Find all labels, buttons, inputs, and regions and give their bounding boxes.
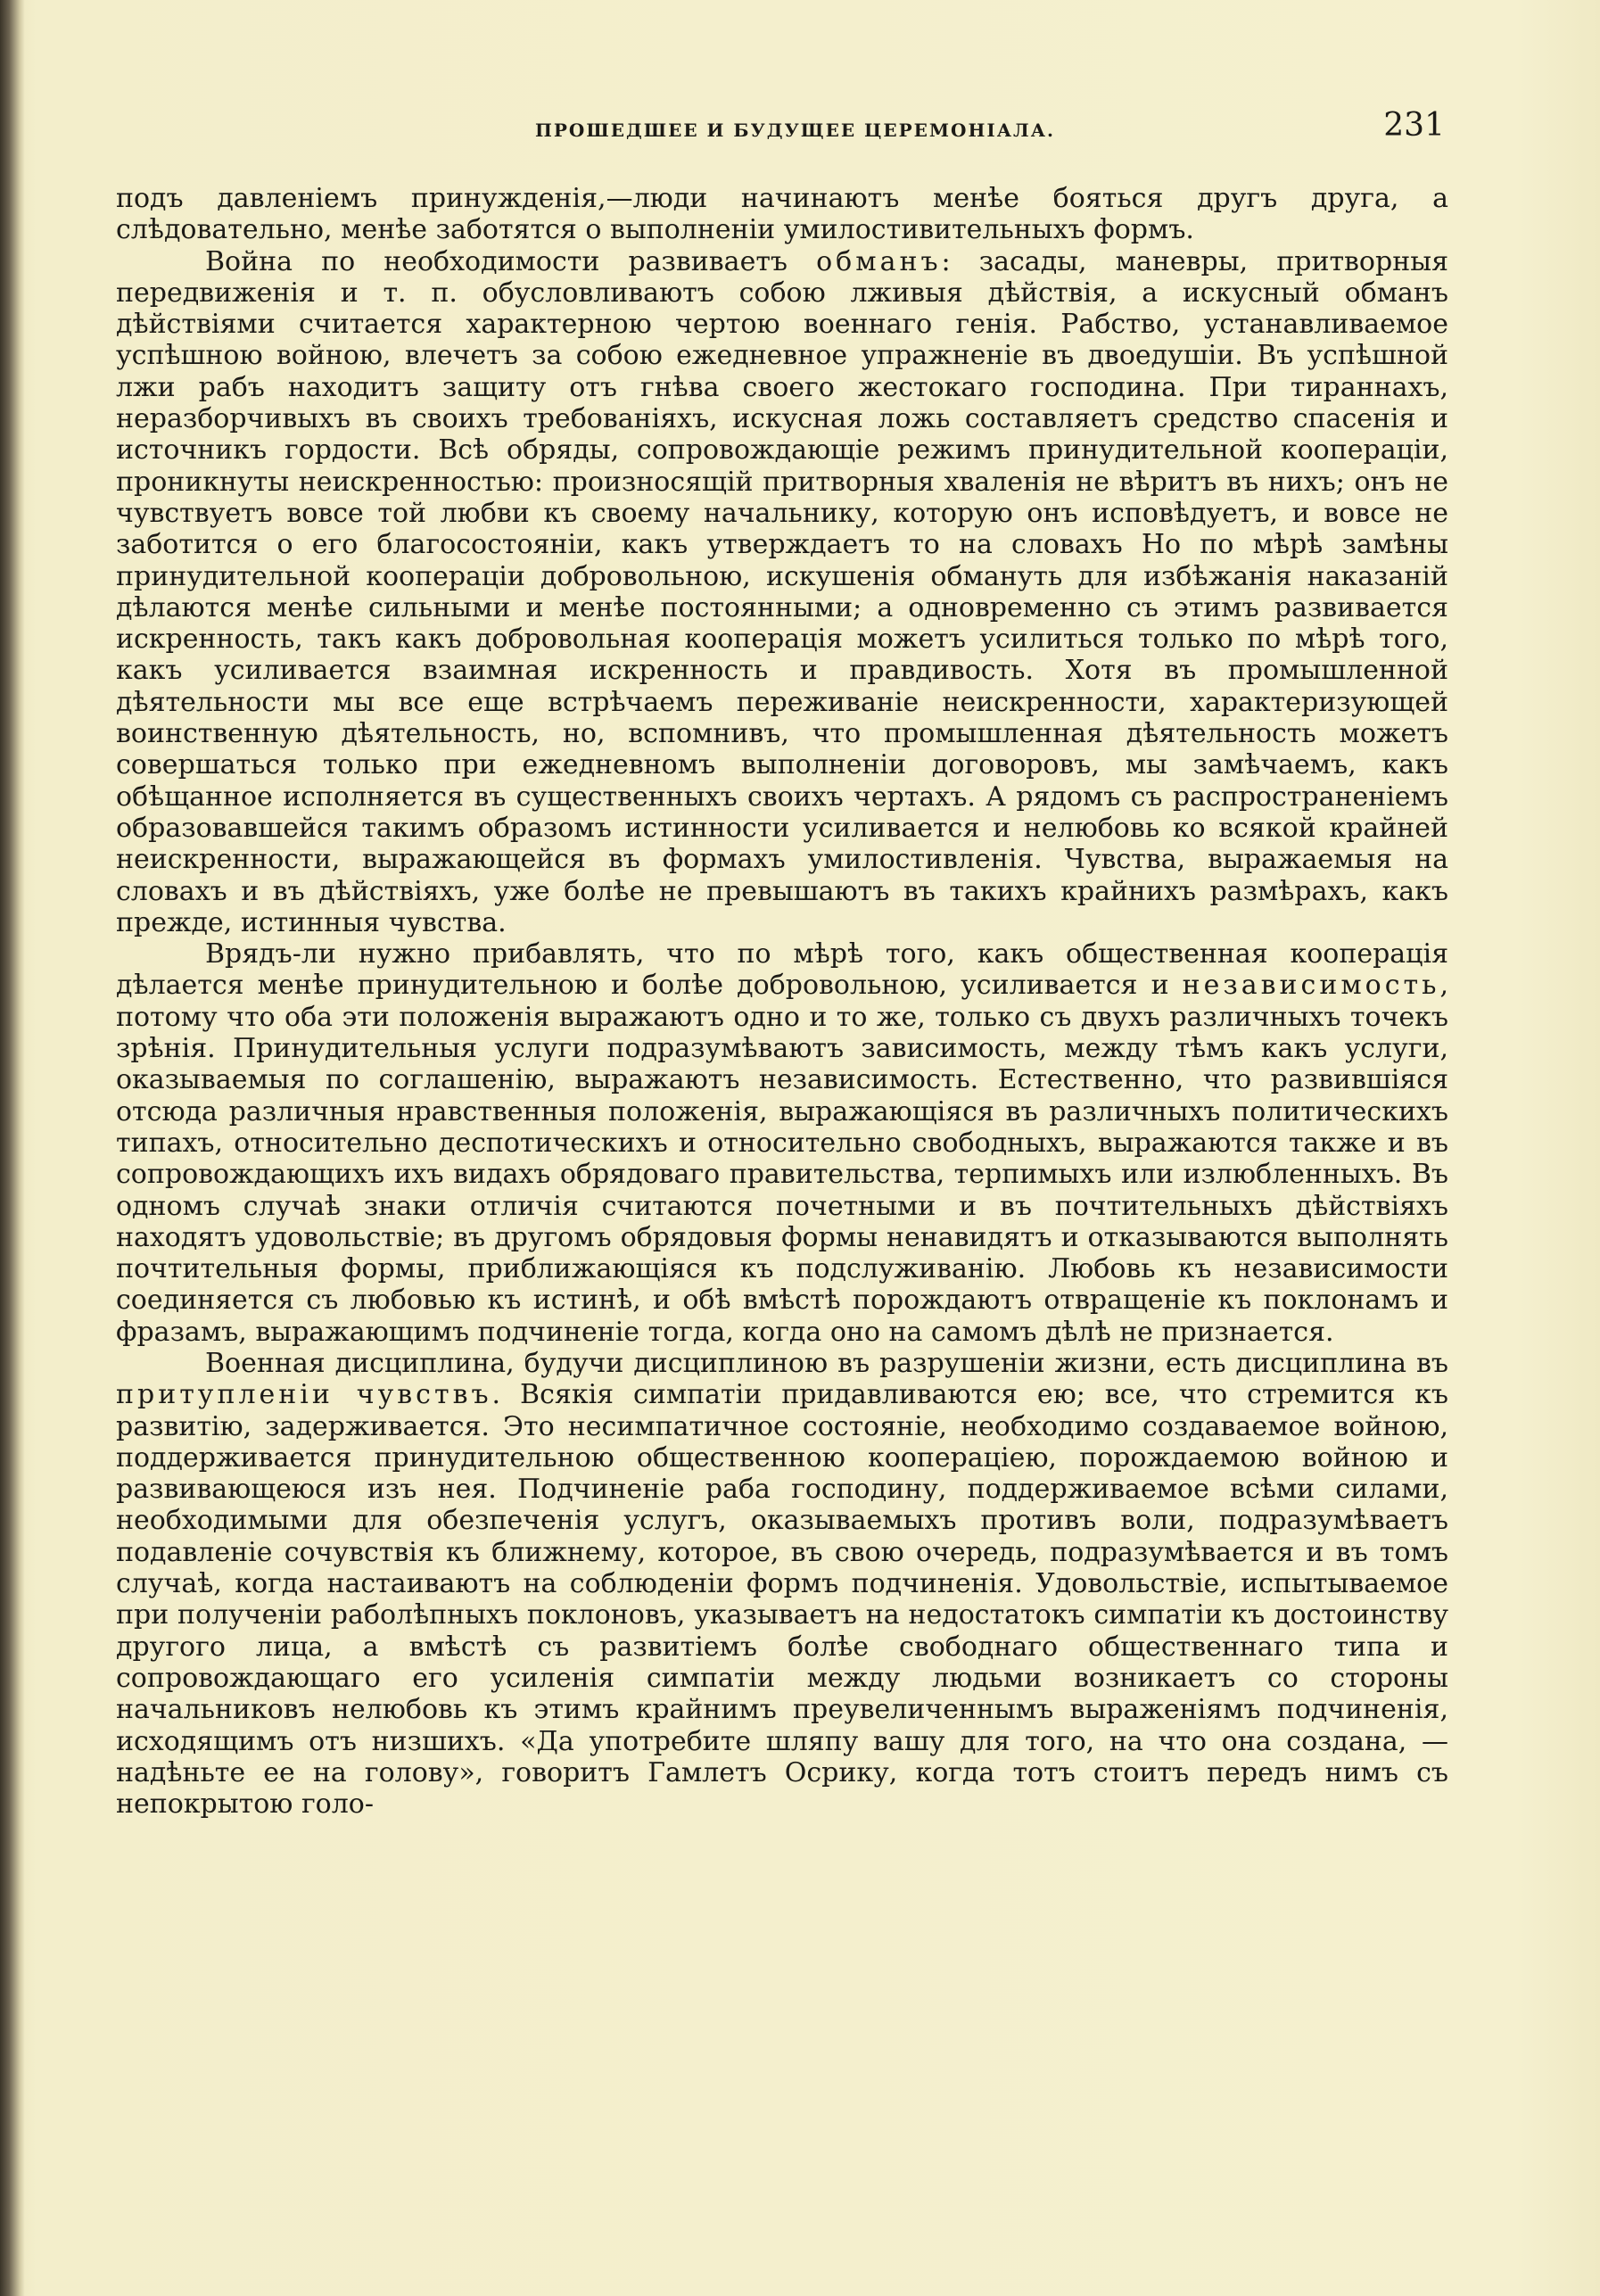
spaced-emphasis: независимость <box>1182 970 1440 1002</box>
paragraph-1 <box>116 183 1448 246</box>
paragraph-text: , потому что оба эти положенія выражаютъ одно и то же, только съ двухъ различныхъ точекъ зрѣнія. Принудительныя услуги подразумѣваютъ зависимость, между тѣмъ какъ услуги, оказываемыя по соглашенію, выражаютъ независимость. Естественно, что развившіяся отсюда различныя нравственныя положенія, выражающіяся въ различныхъ политическихъ типахъ, относительно деспотическихъ и относительно свободныхъ, выражаются также и въ сопровождающихъ ихъ видахъ обрядоваго правительства, терпимыхъ или излюбленныхъ. Въ одномъ случаѣ знаки отличія считаются почетными и въ почтительныхъ дѣйствіяхъ находятъ удовольствіе; въ другомъ обрядовыя формы ненавидятъ и отказываются выполнять почтительныя формы, приближающіяся къ подслуживанію. Любовь къ независимости соединяется съ любовью къ истинѣ, и обѣ вмѣстѣ порождаютъ отвращеніе къ поклонамъ и фразамъ, выражающимъ подчиненіе тогда, когда оно на самомъ дѣлѣ не признается. <box>116 970 1448 1348</box>
paragraph-2 <box>116 246 1448 939</box>
paragraph-4 <box>116 1348 1448 1820</box>
paragraph-3 <box>116 938 1448 1348</box>
paragraph-text: : засады, маневры, притворныя передвиженія и т. п. обусловливаютъ собою лживыя дѣйствія, а искусный обманъ дѣйствіями считается характерною чертою военнаго генія. Рабство, устанавливаемое успѣшною войною, влечетъ за собою ежедневное упражненіе въ двоедушіи. Въ успѣшной лжи рабъ находитъ защиту отъ гнѣва своего жестокаго господина. При тираннахъ, неразборчивыхъ въ своихъ требованіяхъ, искусная ложь составляетъ средство спасенія и источникъ гордости. Всѣ обряды, сопровождающіе режимъ принудительной коопераціи, проникнуты неискренностью: произносящій притворныя хваленія не вѣритъ въ нихъ; онъ не чувствуетъ вовсе той любви къ своему начальнику, которую онъ исповѣдуетъ, и вовсе не заботится о его благосостояніи, какъ утверждаетъ то на словахъ Но по мѣрѣ замѣны принудительной коопераціи добровольною, искушенія обмануть для избѣжанія наказаній дѣлаются менѣе сильными и менѣе постоянными; а одновременно съ этимъ развивается искренность, такъ какъ добровольная кооперація можетъ усилиться только по мѣрѣ того, какъ усиливается взаимная искренность и правдивость. Хотя въ промышленной дѣятельности мы все еще встрѣчаемъ переживаніе неискренности, характеризующей воинственную дѣятельность, но, вспомнивъ, что промышленная дѣятельность можетъ совершаться только при ежедневномъ выполненіи договоровъ, мы замѣчаемъ, какъ обѣщанное исполняется въ существенныхъ своихъ чертахъ. А рядомъ съ распространеніемъ образовавшейся такимъ образомъ истинности усиливается и нелюбовь ко всякой крайней неискренности, выражающейся въ формахъ умилостивленія. Чувства, выражаемыя на словахъ и въ дѣйствіяхъ, уже болѣе не превышаютъ въ такихъ крайнихъ размѣрахъ, какъ прежде, истинныя чувства. <box>116 245 1448 938</box>
body-text <box>116 183 1448 1820</box>
paragraph-text: подъ давленіемъ принужденія,—люди начинаютъ менѣе бояться другъ друга, а слѣдовательно, менѣе заботятся о выполненіи умилостивительныхъ формъ. <box>116 183 1448 246</box>
paragraph-text: Война по необходимости развиваетъ <box>205 245 817 277</box>
spaced-emphasis: притупленіи чувствъ <box>116 1379 492 1411</box>
spaced-emphasis: обманъ <box>816 245 942 277</box>
page-header <box>125 107 1445 152</box>
running-head: ПРОШЕДШЕЕ И БУДУЩЕЕ ЦЕРЕМОНІАЛА. <box>535 120 1055 141</box>
paragraph-text: Врядъ-ли нужно прибавлять, что по мѣрѣ того, какъ общественная кооперація дѣлается менѣе принудительною и болѣе добровольною, усиливается и <box>116 938 1448 1002</box>
book-spine-shadow <box>0 0 25 2296</box>
paragraph-text: Военная дисциплина, будучи дисциплиною въ разрушеніи жизни, есть дисциплина въ <box>205 1347 1448 1379</box>
page-number: 231 <box>1383 107 1445 144</box>
paragraph-text: . Всякія симпатіи придавливаются ею; все, что стремится къ развитію, задерживается. Это несимпатичное состояніе, необходимо создаваемое войною, поддерживается принудительною общественною коопераціею, порождаемою войною и развивающеюся изъ нея. Подчиненіе раба господину, поддерживаемое всѣми силами, необходимыми для обезпеченія услугъ, оказываемыхъ противъ воли, подразумѣваетъ подавленіе сочувствія къ ближнему, которое, въ свою очередь, подразумѣвается и въ томъ случаѣ, когда настаиваютъ на соблюденіи формъ подчиненія. Удовольствіе, испытываемое при полученіи раболѣпныхъ поклоновъ, указываетъ на недостатокъ симпатіи къ достоинству другого лица, а вмѣстѣ съ развитіемъ болѣе свободнаго общественнаго типа и сопровождающаго его усиленія симпатіи между людьми возникаетъ со стороны начальниковъ нелюбовь къ этимъ крайнимъ преувеличеннымъ выраженіямъ подчиненія, исходящимъ отъ низшихъ. «Да употребите шляпу вашу для того, на что она создана, — надѣньте ее на голову», говоритъ Гамлетъ Осрику, когда тотъ стоитъ передъ нимъ съ непокрытою голо- <box>116 1379 1448 1821</box>
